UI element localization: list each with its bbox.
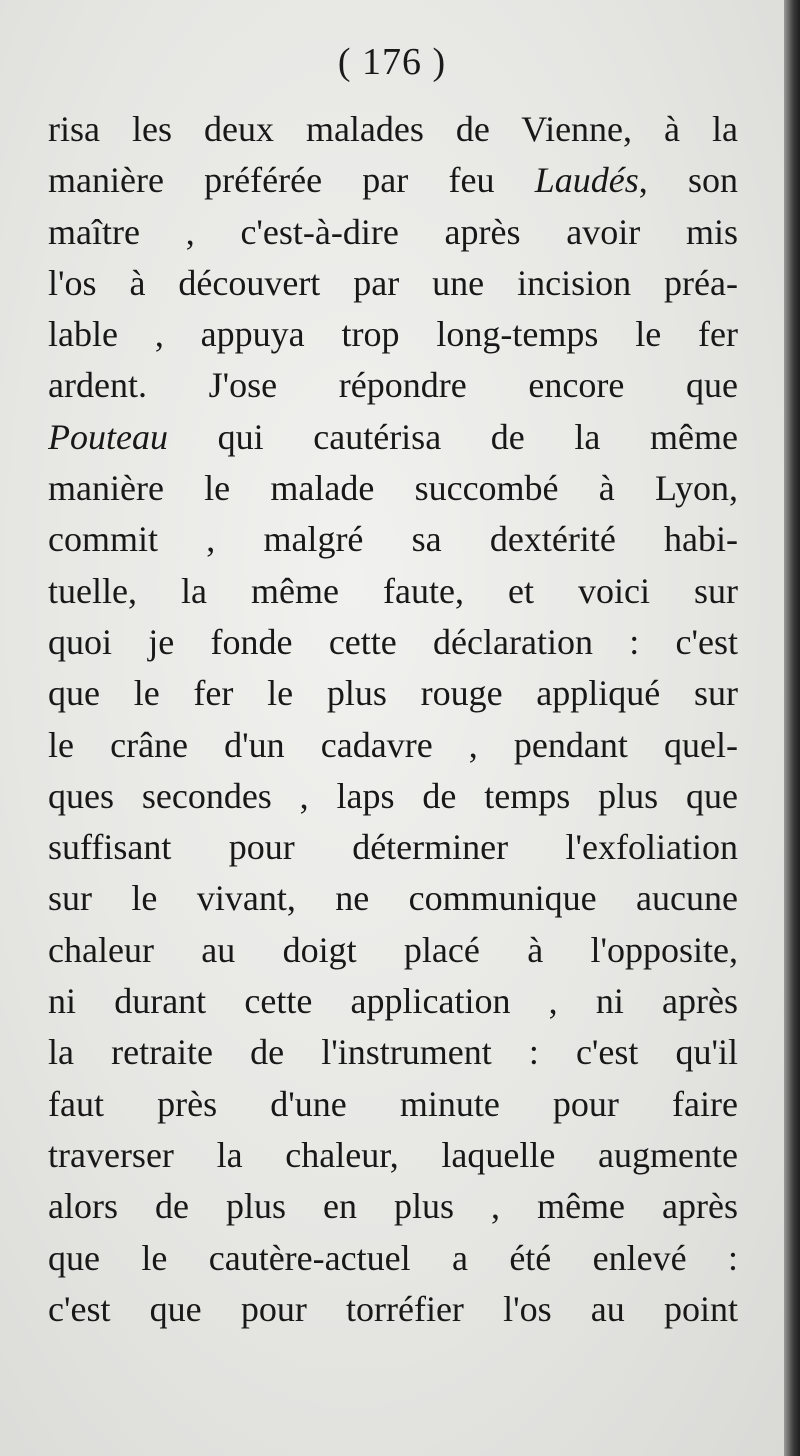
text-segment: ques secondes , laps de temps plus que: [48, 775, 738, 816]
text-segment: chaleur au doigt placé à l'opposite,: [48, 929, 738, 970]
text-segment: ni durant cette application , ni après: [48, 981, 738, 1022]
italic-name: Pouteau: [48, 416, 168, 457]
text-segment: manière préférée par feu: [48, 160, 535, 201]
text-line: [48, 309, 738, 360]
text-segment: le crâne d'un cadavre , pendant quel-: [48, 724, 738, 765]
text-segment: lable , appuya trop long-temps le fer: [48, 314, 738, 355]
text-line: [48, 1284, 738, 1335]
page-edge-shadow: [784, 0, 800, 1456]
text-line: [48, 463, 738, 514]
text-line: [48, 1027, 738, 1078]
text-segment: l'os à découvert par une incision préa-: [48, 262, 738, 303]
text-segment: ardent. J'ose répondre encore que: [48, 365, 738, 406]
text-segment: faut près d'une minute pour faire: [48, 1083, 738, 1124]
text-segment: traverser la chaleur, laquelle augmente: [48, 1134, 738, 1175]
text-segment: alors de plus en plus , même après: [48, 1186, 738, 1227]
text-line: [48, 207, 738, 258]
body-text: [48, 104, 738, 1335]
text-segment: manière le malade succombé à Lyon,: [48, 468, 738, 509]
page-number: ( 176 ): [337, 41, 447, 83]
text-line: [48, 976, 738, 1027]
text-segment: que le cautère-actuel a été enlevé :: [48, 1237, 738, 1278]
text-line: [48, 771, 738, 822]
text-segment: , son: [638, 160, 738, 201]
text-segment: commit , malgré sa dextérité habi-: [48, 519, 738, 560]
text-segment: suffisant pour déterminer l'exfoliation: [48, 827, 738, 868]
text-line: [48, 925, 738, 976]
text-segment: qui cautérisa de la même: [167, 416, 738, 457]
text-line: [48, 617, 738, 668]
text-segment: la retraite de l'instrument : c'est qu'il: [48, 1032, 738, 1073]
text-line: [48, 104, 738, 155]
text-line: [48, 258, 738, 309]
text-line: [48, 668, 738, 719]
text-segment: tuelle, la même faute, et voici sur: [48, 570, 738, 611]
text-line: [48, 360, 738, 411]
text-line: [48, 155, 738, 206]
text-line: [48, 1233, 738, 1284]
text-line: [48, 1079, 738, 1130]
text-segment: c'est que pour torréfier l'os au point: [48, 1288, 738, 1329]
text-segment: risa les deux malades de Vienne, à la: [48, 109, 738, 149]
text-line: [48, 566, 738, 617]
text-segment: sur le vivant, ne communique aucune: [48, 878, 738, 919]
text-line: [48, 412, 738, 463]
text-segment: quoi je fonde cette déclaration : c'est: [48, 621, 738, 662]
text-line: [48, 822, 738, 873]
text-line: [48, 514, 738, 565]
text-line: [48, 873, 738, 924]
text-segment: que le fer le plus rouge appliqué sur: [48, 673, 738, 714]
italic-name: Laudés: [534, 160, 639, 201]
text-line: [48, 1130, 738, 1181]
text-line: [48, 1181, 738, 1232]
text-line: [48, 720, 738, 771]
text-segment: maître , c'est-à-dire après avoir mis: [48, 211, 738, 252]
